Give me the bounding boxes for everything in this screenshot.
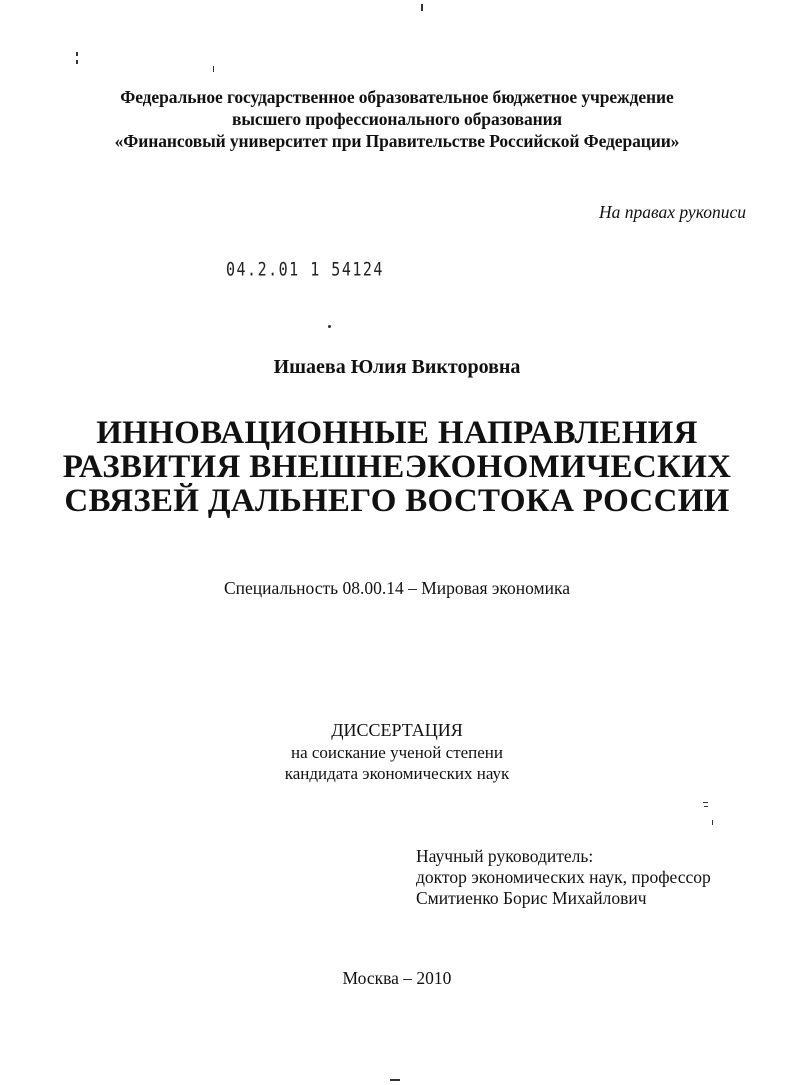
dissertation-heading: ДИССЕРТАЦИЯ: [331, 720, 463, 740]
title-line-2: РАЗВИТИЯ ВНЕШНЕЭКОНОМИЧЕСКИХ: [62, 449, 732, 485]
title-line-1: ИННОВАЦИОННЫЕ НАПРАВЛЕНИЯ: [96, 415, 698, 451]
dissertation-field-line: кандидата экономических наук: [284, 764, 510, 783]
scan-speck: [213, 66, 214, 72]
scan-speck: [328, 325, 331, 328]
author-name: Ишаева Юлия Викторовна: [273, 356, 521, 378]
specialty-line: Специальность 08.00.14 – Мировая экономика: [224, 578, 570, 598]
rights-note: На правах рукописи: [599, 202, 746, 222]
scan-speck: [712, 820, 713, 825]
scan-speck: [76, 52, 78, 56]
scan-speck: [703, 802, 708, 803]
scan-speck: [421, 4, 423, 11]
supervisor-label: Научный руководитель:: [416, 846, 594, 866]
dissertation-degree-line: на соискание ученой степени: [290, 743, 504, 762]
scan-speck: [704, 806, 708, 807]
organization-line-1: Федеральное государственное образовательное бюджетное учреждение: [120, 87, 674, 107]
scan-speck: [76, 60, 78, 64]
supervisor-name: Смитиенко Борис Михайлович: [416, 888, 647, 908]
supervisor-degree: доктор экономических наук, профессор: [416, 867, 711, 887]
organization-line-3: «Финансовый университет при Правительстве Российской Федерации»: [114, 131, 680, 151]
title-line-3: СВЯЗЕЙ ДАЛЬНЕГО ВОСТОКА РОССИИ: [64, 483, 730, 519]
organization-line-2: высшего профессионального образования: [232, 109, 562, 129]
library-stamp-number: 04.2.01 1 54124: [226, 258, 384, 281]
city-year: Москва – 2010: [342, 968, 452, 988]
scan-speck: [390, 1079, 400, 1081]
